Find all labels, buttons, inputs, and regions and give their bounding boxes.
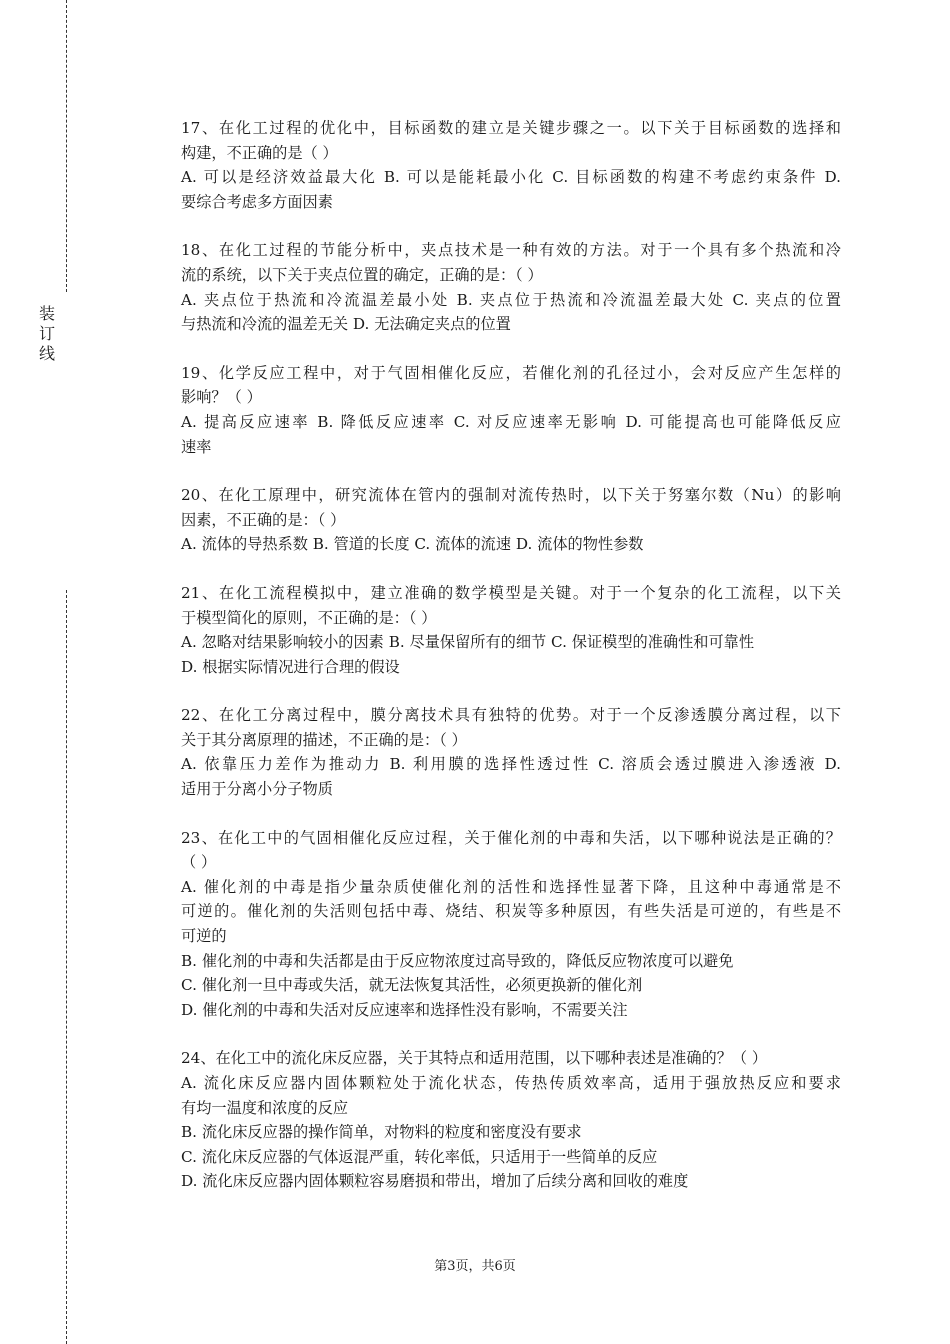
question-text-line: C. 流化床反应器的气体返混严重，转化率低，只适用于一些简单的反应	[181, 1147, 658, 1166]
question-stem: 21、在化工流程模拟中，建立准确的数学模型是关键。对于一个复杂的化工流程，以下关	[181, 583, 841, 602]
binding-label-char: 装	[38, 304, 55, 323]
question-17	[181, 116, 841, 214]
binding-label-char: 线	[38, 344, 55, 363]
question-21	[181, 581, 841, 679]
question-text-line: D. 根据实际情况进行合理的假设	[181, 657, 400, 676]
binding-label-char: 订	[38, 324, 55, 343]
question-23	[181, 826, 841, 1023]
question-text-line: 于模型简化的原则，不正确的是：（ ）	[181, 608, 437, 627]
question-24	[181, 1046, 841, 1194]
question-text-line: 速率	[181, 437, 212, 456]
question-text-line: A. 催化剂的中毒是指少量杂质使催化剂的活性和选择性显著下降，且这种中毒通常是不	[181, 877, 841, 896]
question-text-line: 流的系统，以下关于夹点位置的确定，正确的是：（ ）	[181, 265, 543, 284]
question-text-line: A. 流体的导热系数 B. 管道的长度 C. 流体的流速 D. 流体的物性参数	[181, 535, 644, 554]
question-text-line: C. 催化剂一旦中毒或失活，就无法恢复其活性，必须更换新的催化剂	[181, 976, 643, 995]
question-text-line: 构建，不正确的是（ ）	[181, 143, 338, 162]
question-text-line: 因素，不正确的是：（ ）	[181, 510, 346, 529]
page-footer	[0, 1258, 950, 1276]
question-text-line: 可逆的。催化剂的失活则包括中毒、烧结、积炭等多种原因，有些失活是可逆的，有些是不	[181, 902, 841, 921]
question-list	[181, 116, 841, 1218]
question-18	[181, 238, 841, 336]
question-text-line: 影响？（ ）	[181, 388, 262, 407]
question-20	[181, 483, 841, 557]
question-stem: 22、在化工分离过程中，膜分离技术具有独特的优势。对于一个反渗透膜分离过程，以下	[181, 706, 841, 725]
question-text-line: A. 忽略对结果影响较小的因素 B. 尽量保留所有的细节 C. 保证模型的准确性和可靠性	[181, 633, 755, 652]
question-19	[181, 361, 841, 459]
question-text-line: A. 夹点位于热流和冷流温差最小处 B. 夹点位于热流和冷流温差最大处 C. 夹点的位置	[181, 290, 841, 309]
question-text-line: B. 流化床反应器的操作简单，对物料的粒度和密度没有要求	[181, 1123, 582, 1142]
question-text-line: （ ）	[181, 853, 217, 872]
question-text-line: 要综合考虑多方面因素	[181, 192, 333, 211]
question-text-line: D. 流化床反应器内固体颗粒容易磨损和带出，增加了后续分离和回收的难度	[181, 1172, 689, 1191]
binding-dashed-line-bottom	[66, 590, 67, 1344]
question-stem: 17、在化工过程的优化中，目标函数的建立是关键步骤之一。以下关于目标函数的选择和	[181, 119, 841, 137]
question-text-line: B. 催化剂的中毒和失活都是由于反应物浓度过高导致的，降低反应物浓度可以避免	[181, 951, 734, 970]
question-22	[181, 703, 841, 801]
page-number: 第3页，共6页	[434, 1259, 516, 1274]
question-text-line: A. 可以是经济效益最大化 B. 可以是能耗最小化 C. 目标函数的构建不考虑约束条件 D.	[181, 168, 841, 187]
question-text-line: 有均一温度和浓度的反应	[181, 1098, 349, 1117]
binding-label	[37, 304, 57, 364]
question-text-line: 与热流和冷流的温差无关 D. 无法确定夹点的位置	[181, 315, 511, 334]
question-stem: 20、在化工原理中，研究流体在管内的强制对流传热时，以下关于努塞尔数（Nu）的影响	[181, 486, 841, 505]
question-stem: 24、在化工中的流化床反应器，关于其特点和适用范围，以下哪种表述是准确的？（ ）	[181, 1049, 768, 1068]
question-text-line: 可逆的	[181, 927, 227, 946]
question-stem: 23、在化工中的气固相催化反应过程，关于催化剂的中毒和失活，以下哪种说法是正确的？	[181, 828, 841, 847]
question-text-line: 适用于分离小分子物质	[181, 780, 333, 799]
binding-dashed-line-top	[66, 0, 67, 292]
question-text-line: 关于其分离原理的描述，不正确的是：（ ）	[181, 730, 467, 749]
question-text-line: A. 依靠压力差作为推动力 B. 利用膜的选择性透过性 C. 溶质会透过膜进入渗透液 D.	[181, 755, 841, 774]
question-text-line: A. 提高反应速率 B. 降低反应速率 C. 对反应速率无影响 D. 可能提高也可能降低反应	[181, 412, 841, 431]
question-stem: 19、化学反应工程中，对于气固相催化反应，若催化剂的孔径过小，会对反应产生怎样的	[181, 363, 841, 382]
question-stem: 18、在化工过程的节能分析中，夹点技术是一种有效的方法。对于一个具有多个热流和冷	[181, 241, 841, 260]
question-text-line: A. 流化床反应器内固体颗粒处于流化状态，传热传质效率高，适用于强放热反应和要求	[181, 1074, 841, 1092]
question-text-line: D. 催化剂的中毒和失活对反应速率和选择性没有影响，不需要关注	[181, 1000, 628, 1019]
